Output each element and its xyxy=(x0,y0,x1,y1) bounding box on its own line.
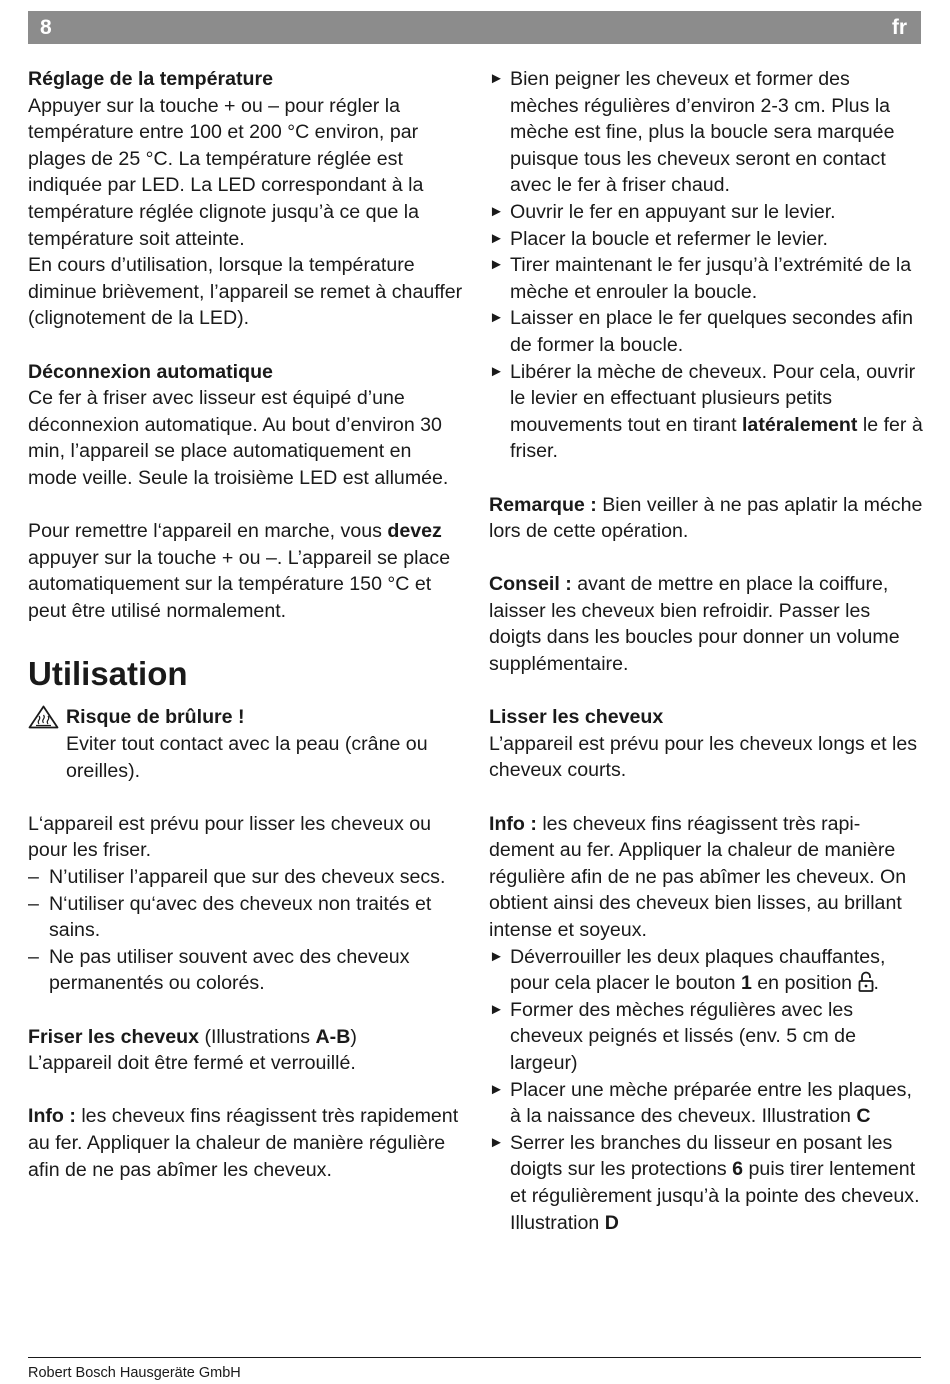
step-item: ► Laisser en place le fer quelques secondes afin de former la boucle. xyxy=(489,305,923,358)
step-item: ► Serrer les branches du lisseur en posant les doigts sur les protections 6 puis tirer lentement et régulièrement jusqu’à la pointe des cheveux. Illustration D xyxy=(489,1130,923,1236)
step-item: ► Bien peigner les cheveux et former des mèches régulières d’environ 2-3 cm. Plus la mèche est fine, plus la boucle sera marquée puisque tous les cheveux seront en contact avec le fer à friser chaud. xyxy=(489,66,923,199)
info-note: Info : les cheveux fins réagissent très rapi-dement au fer. Appliquer la chaleur de manière régulière afin de ne pas abîmer les cheveux. On obtient ainsi des cheveux bien lisses, au brillant intense et soyeux. xyxy=(489,812,907,941)
warning-text: Eviter tout contact avec la peau (crâne ou oreilles). xyxy=(66,733,428,782)
temperature-text-2: En cours d’utilisation, lorsque la température diminue brièvement, l’appareil se remet à chauffer (clignotement de la LED). xyxy=(28,254,463,330)
info-note: Info : les cheveux fins réagissent très rapidement au fer. Appliquer la chaleur de manière régulière afin de ne pas abîmer les cheveux. xyxy=(28,1105,459,1181)
right-column xyxy=(489,66,923,1236)
auto-off-text: Ce fer à friser avec lisseur est équipé d’une déconnexion automatique. Au bout d’environ 30 min, l’appareil se place automatiquement en mode veille. Seule la troisième LED est allumée. xyxy=(28,387,449,489)
step-item: ► Ouvrir le fer en appuyant sur le levier. xyxy=(489,199,923,226)
warning-title: Risque de brûlure ! xyxy=(66,706,245,729)
step-item: ► Placer la boucle et refermer le levier. xyxy=(489,226,923,253)
smoothing-text: L’appareil est prévu pour les cheveux longs et les cheveux courts. xyxy=(489,732,918,782)
step-item: ► Libérer la mèche de cheveux. Pour cela, ouvrir le levier en effectuant plusieurs petits mouvements tout en tirant latéralement le fer à friser. xyxy=(489,359,923,465)
curling-text: L’appareil doit être fermé et verrouillé. xyxy=(28,1052,356,1075)
list-item: – Ne pas utiliser souvent avec des cheveux permanentés ou colorés. xyxy=(28,944,464,997)
usage-heading: Utilisation xyxy=(28,655,188,693)
footer-divider xyxy=(28,1357,921,1358)
page-header-bar xyxy=(28,11,921,44)
temperature-text: Appuyer sur la touche + ou – pour régler la température entre 100 et 200 °C environ, par plages de 25 °C. La température réglée est indiquée par LED. La LED correspondant à la température réglée clignote jusqu’à ce que la température soit atteinte. xyxy=(28,94,424,250)
unlock-icon xyxy=(858,971,874,992)
auto-off-heading: Déconnexion automatique xyxy=(28,360,273,383)
usage-intro: L‘appareil est prévu pour lisser les cheveux ou pour les friser. xyxy=(28,812,431,862)
list-item: – N‘utiliser qu‘avec des cheveux non traités et sains. xyxy=(28,891,464,944)
warning-hot-surface-icon xyxy=(28,705,59,729)
left-column xyxy=(28,66,464,1183)
list-item: – N’utiliser l’appareil que sur des cheveux secs. xyxy=(28,864,464,891)
curling-heading: Friser les cheveux (Illustrations A-B) xyxy=(28,1025,357,1048)
step-item: ► Tirer maintenant le fer jusqu’à l’extrémité de la mèche et enrouler la boucle. xyxy=(489,252,923,305)
step-item: ► Former des mèches régulières avec les cheveux peignés et lissés (env. 5 cm de largeur) xyxy=(489,997,923,1077)
restart-text: Pour remettre l‘appareil en marche, vous devez appuyer sur la touche + ou –. L’appareil se place automatiquement sur la température 150 °C et peut être utilisé normalement. xyxy=(28,520,451,622)
page-number: 8 xyxy=(40,16,52,39)
smoothing-heading: Lisser les cheveux xyxy=(489,706,664,729)
tip-note: Conseil : avant de mettre en place la coiffure, laisser les cheveux bien refroidir. Passer les doigts dans les boucles pour donner un volume supplémentaire. xyxy=(489,573,900,676)
burn-warning xyxy=(28,704,464,784)
remark-note: Remarque : Bien veiller à ne pas aplatir la méche lors de cette opération. xyxy=(489,493,923,543)
step-item: ► Déverrouiller les deux plaques chauffantes, pour cela placer le bouton 1 en position . xyxy=(489,944,923,997)
temperature-heading: Réglage de la température xyxy=(28,68,274,90)
step-item: ► Placer une mèche préparée entre les plaques, à la naissance des cheveux. Illustration C xyxy=(489,1077,923,1130)
language-code: fr xyxy=(891,16,907,39)
footer-company: Robert Bosch Hausgeräte GmbH xyxy=(28,1365,241,1381)
